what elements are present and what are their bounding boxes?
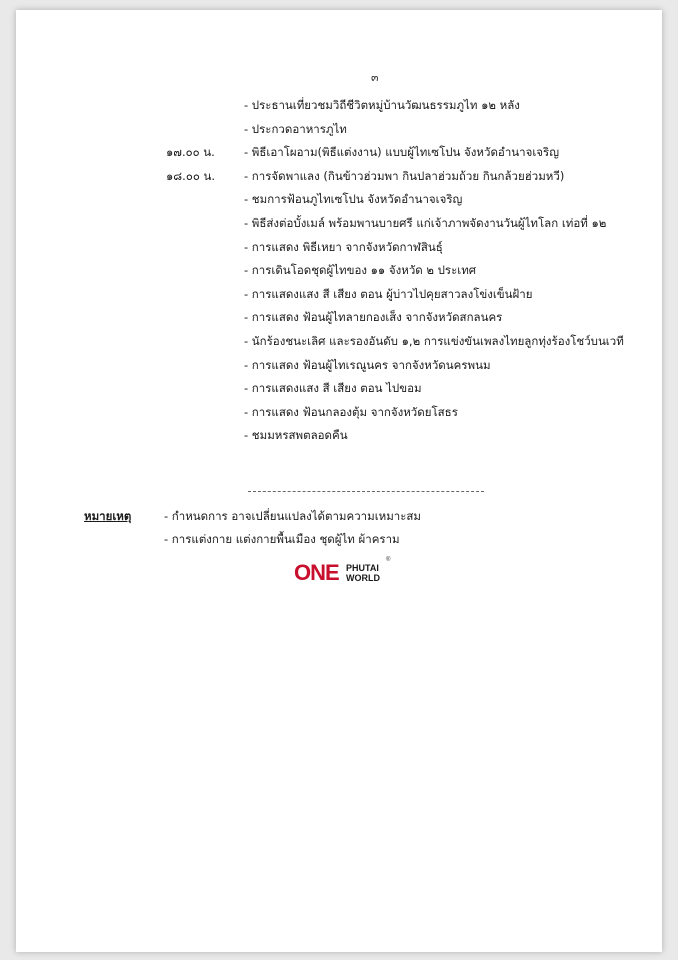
schedule-time: ๑๗.๐๐ น. (166, 145, 215, 159)
schedule-item: - พิธีส่งต่อบั้งเมล์ พร้อมพานบายศรี แก่เจ้าภาพจัดงานวันผู้ไทโลก เท่อที่ ๑๒ (244, 216, 607, 230)
schedule-item: - ประธานเที่ยวชมวิถีชีวิตหมู่บ้านวัฒนธรรมภูไท ๑๒ หลัง (244, 98, 520, 112)
schedule-item: - การแสดงแสง สี เสียง ตอน ผู้บ่าวไปคุยสาวลงโข่งเข็นฝ้าย (244, 287, 533, 301)
logo-one-text: ONE (294, 560, 339, 585)
schedule-item: - ประกวดอาหารภูไท (244, 122, 347, 136)
schedule-item: - การแสดง พิธีเหยา จากจังหวัดกาฬสินธุ์ (244, 240, 443, 254)
note-item: - การแต่งกาย แต่งกายพื้นเมือง ชุดผู้ไท ผ้าคราม (164, 532, 400, 546)
schedule-time: ๑๘.๐๐ น. (166, 169, 216, 183)
logo-line1: PHUTAI (346, 563, 379, 573)
schedule-item: - การแสดงแสง สี เสียง ตอน ไปขอม (244, 381, 422, 395)
schedule-item: - การแสดง ฟ้อนกลองตุ้ม จากจังหวัดยโสธร (244, 405, 458, 419)
note-item: - กำหนดการ อาจเปลี่ยนแปลงได้ตามความเหมาะสม (164, 509, 422, 523)
logo-text (346, 563, 380, 583)
note-label: หมายเหตุ (84, 509, 132, 523)
schedule-item: - นักร้องชนะเลิศ และรองอันดับ ๑,๒ การแข่งขันเพลงไทยลูกทุ่งร้องโชว์บนเวที (244, 334, 624, 348)
schedule-item: - การเดินโอดชุดผู้ไทของ ๑๑ จังหวัด ๒ ประเทศ (244, 263, 477, 277)
logo-line2: WORLD (346, 573, 380, 583)
schedule-item: - ชมการฟ้อนภูไทเซโปน จังหวัดอำนาจเจริญ (244, 192, 463, 206)
page-number: ๓ (371, 71, 379, 84)
one-phutai-world-logo (294, 556, 394, 590)
schedule-item: - การแสดง ฟ้อนผู้ไทเรณูนคร จากจังหวัดนครพนม (244, 358, 491, 372)
schedule-item: - ชมมหรสพตลอดคืน (244, 428, 348, 442)
schedule-item: - พิธีเอาโผอาม(พิธีแต่งงาน) แบบผู้ไทเซโปน จังหวัดอำนาจเจริญ (244, 145, 559, 159)
schedule-item: - การแสดง ฟ้อนผู้ไทลายกองเส็ง จากจังหวัดสกลนคร (244, 310, 503, 324)
schedule-item: - การจัดพาแลง (กินข้าวฮ่วมพา กินปลาฮ่วมถ้วย กินกล้วยฮ่วมหวี) (244, 169, 565, 183)
document-page (16, 10, 662, 952)
registered-icon: ® (386, 557, 391, 563)
dashed-divider (248, 491, 484, 492)
